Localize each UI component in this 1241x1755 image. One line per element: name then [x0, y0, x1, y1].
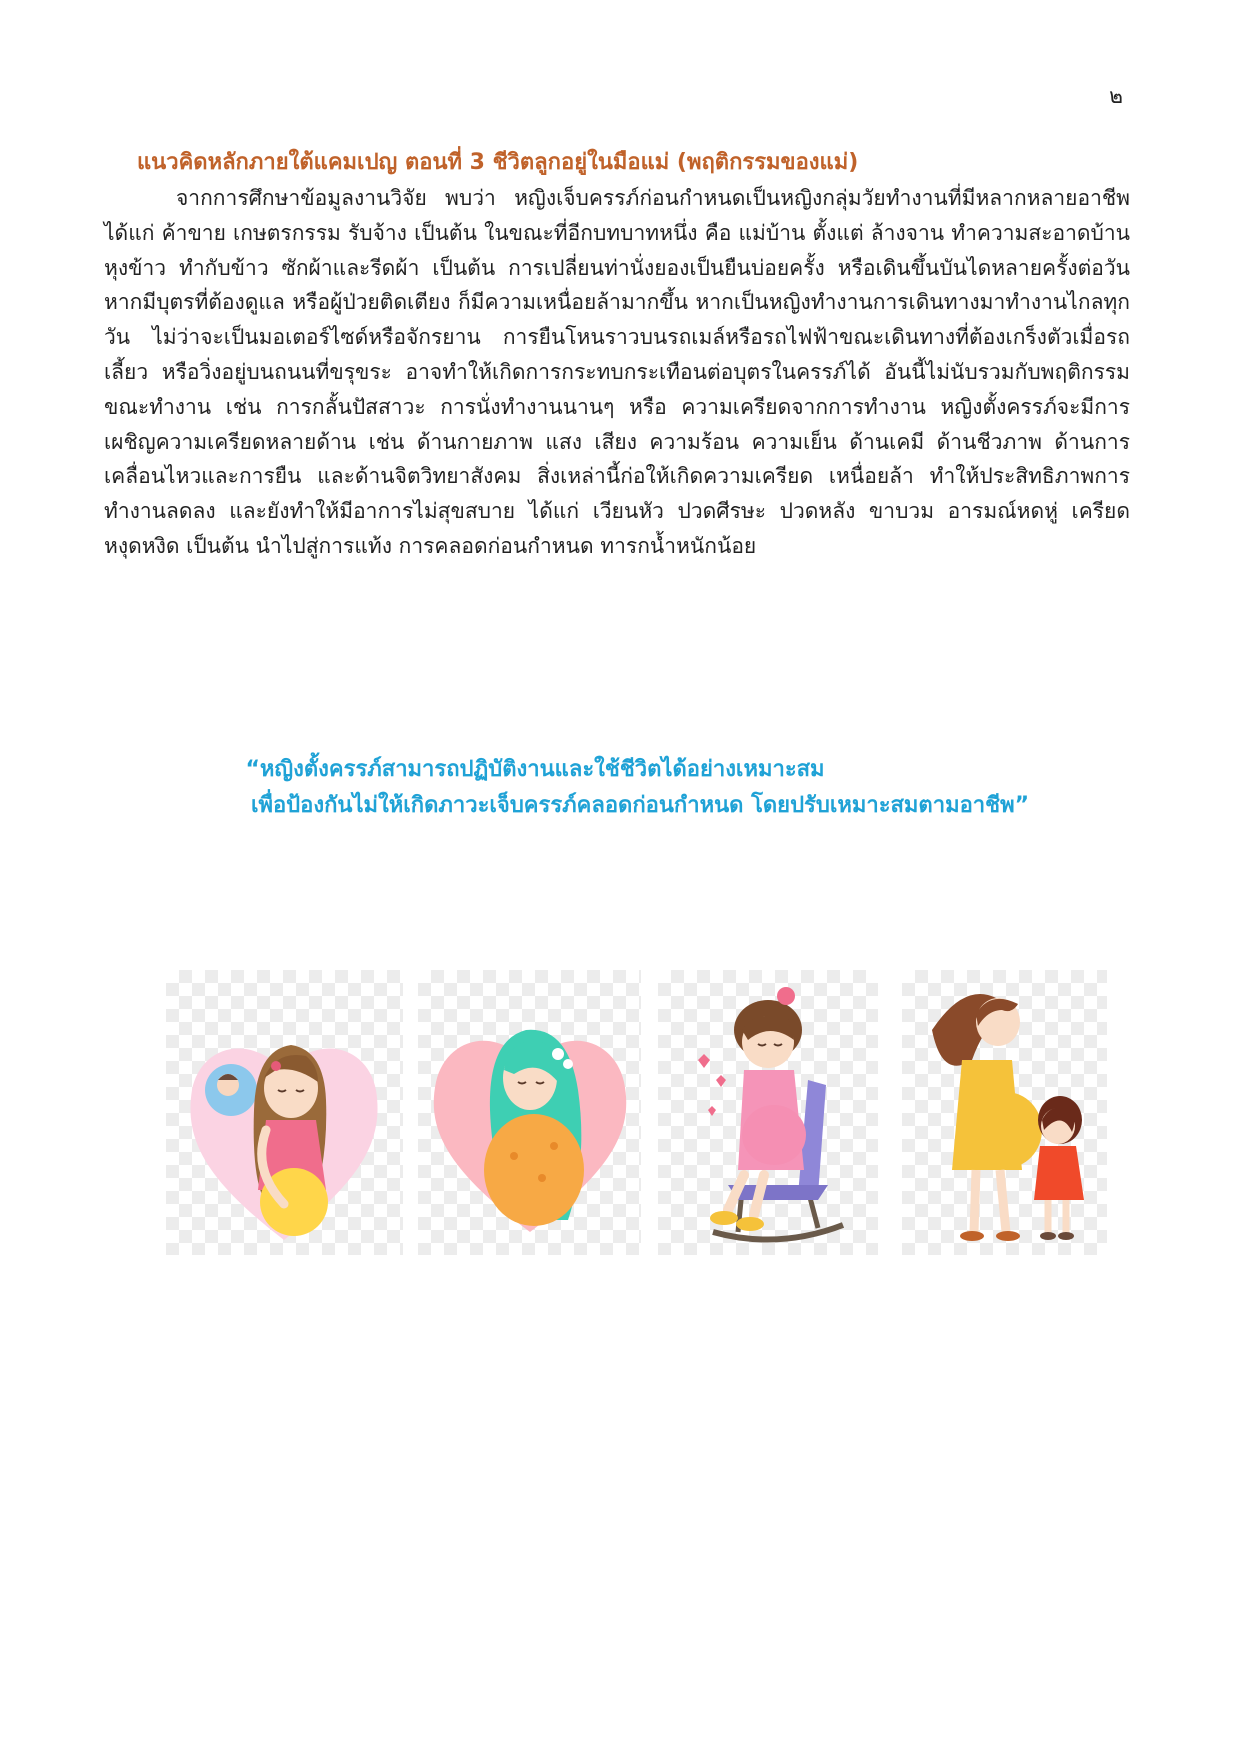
page-number: ๒: [1109, 84, 1123, 108]
pregnant-woman-with-baby-illustration: [166, 970, 403, 1255]
campaign-quote: [100, 752, 1140, 824]
quote-line-2: เพื่อป้องกันไม่ให้เกิดภาวะเจ็บครรภ์คลอดก่อนกำหนด โดยปรับเหมาะสมตามอาชีพ”: [250, 793, 1030, 818]
pregnant-woman-with-baby-thought-heart-icon: [166, 970, 403, 1255]
pregnant-woman-with-daughter-icon: [902, 970, 1107, 1255]
section-heading: แนวคิดหลักภายใต้แคมเปญ ตอนที่ 3 ชีวิตลูกอยู่ในมือแม่ (พฤติกรรมของแม่): [137, 150, 859, 175]
quote-line-1: “หญิงตั้งครรภ์สามารถปฏิบัติงานและใช้ชีวิตได้อย่างเหมาะสม: [245, 757, 825, 782]
pregnant-woman-teal-hair-illustration: [418, 970, 641, 1255]
body-paragraph-text: จากการศึกษาข้อมูลงานวิจัย พบว่า หญิงเจ็บครรภ์ก่อนกำหนดเป็นหญิงกลุ่มวัยทำงานที่มีหลากหลายอาชีพ ได้แก่ ค้าขาย เกษตรกรรม รับจ้าง เป็นต้น ในขณะที่อีกบทบาทหนึ่ง คือ แม่บ้าน ตั้งแต่ ล้างจาน ทำความสะอาดบ้าน หุงข้าว ทำกับข้าว ซักผ้าและรีดผ้า เป็นต้น การเปลี่ยนท่านั่งยองเป็นยืนบ่อยครั้ง หรือเดินขึ้นบันไดหลายครั้งต่อวัน หากมีบุตรที่ต้องดูแล หรือผู้ป่วยติดเตียง ก็มีความเหนื่อยล้ามากขึ้น หากเป็นหญิงทำงานการเดินทางมาทำงานไกลทุกวัน ไม่ว่าจะเป็นมอเตอร์ไซด์หรือจักรยาน การยืนโหนราวบนรถเมล์หรือรถไฟฟ้าขณะเดินทางที่ต้องเกร็งตัวเมื่อรถเลี้ยว หรือวิ่งอยู่บนถนนที่ขรุขระ อาจทำให้เกิดการกระทบกระเทือนต่อบุตรในครรภ์ได้ อันนี้ไม่นับรวมกับพฤติกรรมขณะทำงาน เช่น การกลั้นปัสสาวะ การนั่งทำงานนานๆ หรือ ความเครียดจากการทำงาน หญิงตั้งครรภ์จะมีการเผชิญความเครียดหลายด้าน เช่น ด้านกายภาพ แสง เสียง ความร้อน ความเย็น ด้านเคมี ด้านชีวภาพ ด้านการเคลื่อนไหวและการยืน และด้านจิตวิทยาสังคม สิ่งเหล่านี้ก่อให้เกิดความเครียด เหนื่อยล้า ทำให้ประสิทธิภาพการทำงานลดลง และยังทำให้มีอาการไม่สุขสบาย ได้แก่ เวียนหัว ปวดศีรษะ ปวดหลัง ขาบวม อารมณ์หดหู่ เครียดหงุดหงิด เป็นต้น นำไปสู่การแท้ง การคลอดก่อนกำหนด ทารกน้ำหนักน้อย: [104, 186, 1130, 558]
pregnant-woman-with-daughter-illustration: [902, 970, 1107, 1255]
pregnant-woman-rocking-chair-illustration: [658, 970, 878, 1255]
pregnant-woman-teal-hair-heart-icon: [418, 970, 641, 1255]
body-paragraph: [104, 181, 1130, 564]
pregnant-woman-rocking-chair-icon: [658, 970, 878, 1255]
